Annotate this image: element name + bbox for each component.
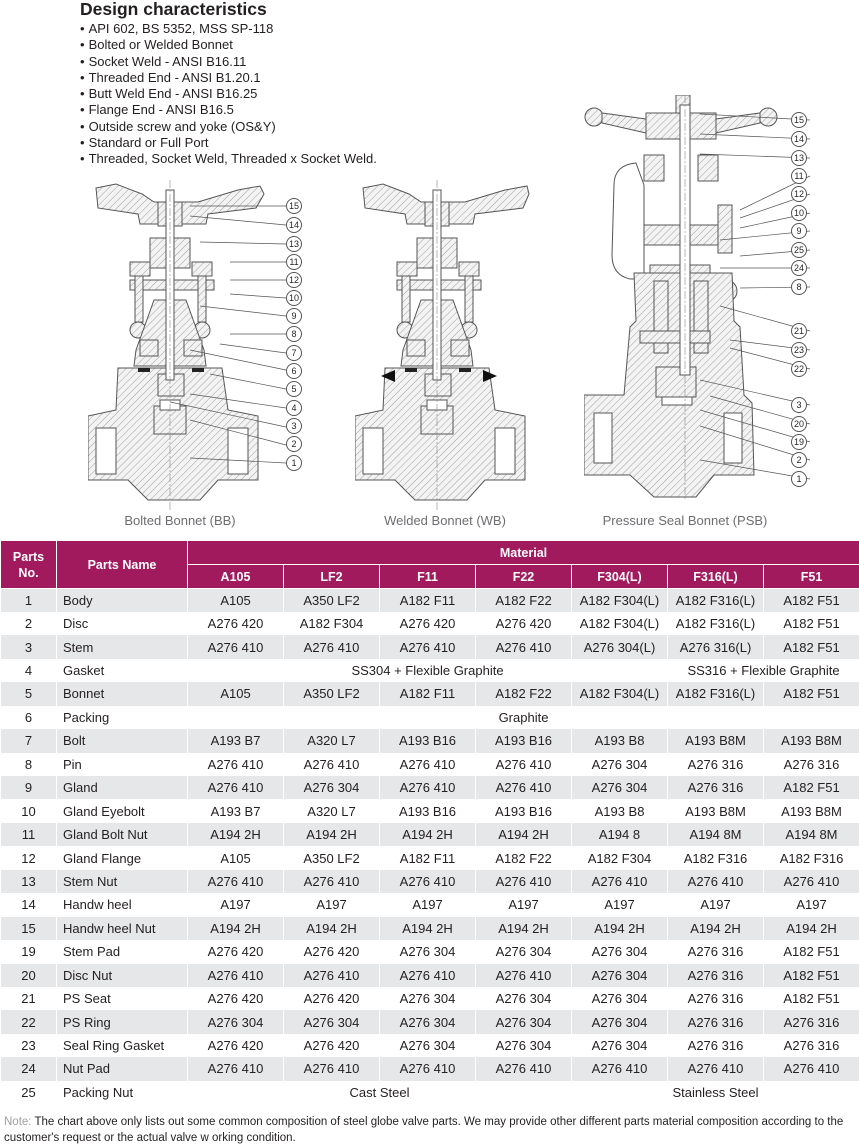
part-name: Seal Ring Gasket (57, 1034, 188, 1057)
part-number: 11 (1, 823, 57, 846)
part-name: Nut Pad (57, 1057, 188, 1080)
material-cell: A276 410 (668, 1057, 764, 1080)
table-row (1, 635, 859, 658)
material-cell: A194 2H (668, 917, 764, 940)
material-cell: A276 304 (476, 1034, 572, 1057)
callout-badge: 13 (286, 236, 302, 252)
material-cell: A193 B16 (380, 729, 476, 752)
table-row (1, 940, 859, 963)
material-cell: A197 (380, 893, 476, 916)
material-cell: A276 410 (380, 964, 476, 987)
material-cell: A276 410 (764, 1057, 859, 1080)
material-cell: A276 316 (668, 940, 764, 963)
material-cell: A194 8M (668, 823, 764, 846)
material-span-cell: Graphite (188, 706, 859, 729)
material-cell: A276 410 (380, 776, 476, 799)
bolted-callout-circles (286, 198, 306, 478)
part-number: 6 (1, 706, 57, 729)
material-cell: A276 316 (668, 1034, 764, 1057)
part-number: 23 (1, 1034, 57, 1057)
callout-badge: 12 (286, 272, 302, 288)
material-cell: A276 304 (572, 987, 668, 1010)
part-number: 19 (1, 940, 57, 963)
psb-callout-circles (791, 112, 811, 492)
callout-badge: 15 (791, 112, 807, 128)
callout-badge: 3 (286, 418, 302, 434)
material-cell: A193 B7 (188, 799, 284, 822)
material-cell: A182 F316 (668, 846, 764, 869)
materials-table (0, 540, 859, 1104)
material-cell: A276 410 (476, 870, 572, 893)
material-span-cell: SS316 + Flexible Graphite (668, 659, 859, 682)
table-row (1, 964, 859, 987)
part-name: Gland Bolt Nut (57, 823, 188, 846)
callout-badge: 2 (791, 452, 807, 468)
material-cell: A276 410 (476, 753, 572, 776)
material-cell: A276 420 (188, 987, 284, 1010)
footnote (4, 1114, 856, 1146)
material-cell: A276 420 (188, 1034, 284, 1057)
part-name: PS Ring (57, 1010, 188, 1033)
material-cell: A182 F51 (764, 940, 859, 963)
callout-badge: 22 (791, 361, 807, 377)
header-parts-no-line1: Parts (12, 549, 45, 564)
material-cell: A182 F11 (380, 846, 476, 869)
callout-badge: 2 (286, 436, 302, 452)
material-cell: A276 420 (380, 612, 476, 635)
part-number: 5 (1, 682, 57, 705)
material-cell: A194 2H (380, 823, 476, 846)
table-row (1, 612, 859, 635)
part-name: Bolt (57, 729, 188, 752)
material-cell: A276 304 (380, 940, 476, 963)
material-cell: A193 B7 (188, 729, 284, 752)
design-item: • Flange End - ANSI B16.5 (80, 102, 500, 118)
header-parts-name: Parts Name (57, 541, 188, 589)
material-cell: A182 F11 (380, 682, 476, 705)
material-cell: A276 304 (380, 1034, 476, 1057)
header-material-grade: F22 (476, 565, 572, 589)
material-cell: A197 (668, 893, 764, 916)
callout-badge: 8 (791, 279, 807, 295)
material-cell: A194 2H (572, 917, 668, 940)
material-cell: A276 410 (188, 776, 284, 799)
part-number: 25 (1, 1081, 57, 1104)
part-name: Disc Nut (57, 964, 188, 987)
material-cell: A182 F51 (764, 987, 859, 1010)
material-cell: A193 B8M (764, 799, 859, 822)
material-cell: A276 304 (188, 1010, 284, 1033)
part-name: Disc (57, 612, 188, 635)
callout-badge: 20 (791, 416, 807, 432)
material-cell: A194 2H (188, 917, 284, 940)
material-cell: A182 F304(L) (572, 682, 668, 705)
part-name: Bonnet (57, 682, 188, 705)
header-material-grade: F316(L) (668, 565, 764, 589)
table-row (1, 659, 859, 682)
material-cell: A276 410 (188, 635, 284, 658)
part-name: Gasket (57, 659, 188, 682)
design-item: • Threaded End - ANSI B1.20.1 (80, 70, 500, 86)
table-row (1, 706, 859, 729)
material-cell: A182 F51 (764, 776, 859, 799)
material-cell: A182 F316 (764, 846, 859, 869)
material-cell: A182 F51 (764, 635, 859, 658)
callout-badge: 25 (791, 242, 807, 258)
part-name: Stem Nut (57, 870, 188, 893)
part-number: 3 (1, 635, 57, 658)
material-cell: A193 B8M (764, 729, 859, 752)
material-cell: A182 F316(L) (668, 589, 764, 612)
material-cell: A182 F316(L) (668, 682, 764, 705)
part-name: Stem Pad (57, 940, 188, 963)
material-cell: A276 304 (572, 1034, 668, 1057)
material-cell: A193 B8M (668, 729, 764, 752)
material-cell: A276 304(L) (572, 635, 668, 658)
note-label: Note: (4, 1116, 32, 1128)
callout-badge: 7 (286, 345, 302, 361)
table-row (1, 987, 859, 1010)
callout-badge: 11 (791, 168, 807, 184)
part-number: 12 (1, 846, 57, 869)
material-cell: A194 2H (764, 917, 859, 940)
header-material-grade: LF2 (284, 565, 380, 589)
part-number: 1 (1, 589, 57, 612)
material-cell: A182 F51 (764, 612, 859, 635)
table-row (1, 1081, 859, 1104)
material-cell: A193 B8 (572, 729, 668, 752)
part-name: PS Seat (57, 987, 188, 1010)
table-row (1, 589, 859, 612)
material-cell: A182 F51 (764, 589, 859, 612)
callout-badge: 21 (791, 323, 807, 339)
material-cell: A105 (188, 589, 284, 612)
header-material-grade: F304(L) (572, 565, 668, 589)
header-parts-no (1, 541, 57, 589)
material-cell: A194 2H (284, 823, 380, 846)
table-row (1, 1010, 859, 1033)
material-span-cell: SS304 + Flexible Graphite (188, 659, 668, 682)
part-number: 10 (1, 799, 57, 822)
material-cell: A182 F22 (476, 682, 572, 705)
material-cell: A276 410 (764, 870, 859, 893)
table-row (1, 917, 859, 940)
part-number: 7 (1, 729, 57, 752)
table-row (1, 776, 859, 799)
material-cell: A182 F11 (380, 589, 476, 612)
callout-badge: 13 (791, 150, 807, 166)
design-item: • Butt Weld End - ANSI B16.25 (80, 86, 500, 102)
material-cell: A276 316 (764, 1010, 859, 1033)
callout-badge: 5 (286, 381, 302, 397)
material-cell: A194 2H (476, 823, 572, 846)
part-number: 15 (1, 917, 57, 940)
material-cell: A350 LF2 (284, 589, 380, 612)
material-cell: A276 420 (284, 940, 380, 963)
material-cell: A193 B16 (476, 729, 572, 752)
material-cell: A276 420 (188, 940, 284, 963)
material-cell: A276 410 (284, 753, 380, 776)
material-cell: A182 F304(L) (572, 612, 668, 635)
header-material: Material (188, 541, 859, 565)
design-item: • Standard or Full Port (80, 135, 500, 151)
material-cell: A350 LF2 (284, 682, 380, 705)
material-cell: A105 (188, 846, 284, 869)
table-row (1, 1057, 859, 1080)
callout-badge: 11 (286, 254, 302, 270)
material-cell: A276 304 (476, 1010, 572, 1033)
material-cell: A276 304 (476, 940, 572, 963)
material-cell: A182 F304(L) (572, 589, 668, 612)
table-row (1, 753, 859, 776)
material-cell: A276 410 (476, 964, 572, 987)
material-cell: A197 (764, 893, 859, 916)
callout-badge: 24 (791, 260, 807, 276)
material-cell: A276 410 (380, 753, 476, 776)
design-item: • Socket Weld - ANSI B16.11 (80, 54, 500, 70)
material-cell: A197 (284, 893, 380, 916)
part-number: 24 (1, 1057, 57, 1080)
callout-badge: 6 (286, 363, 302, 379)
callout-badge: 1 (791, 471, 807, 487)
material-cell: A320 L7 (284, 799, 380, 822)
part-name: Handw heel Nut (57, 917, 188, 940)
material-cell: A276 304 (380, 987, 476, 1010)
material-cell: A182 F51 (764, 964, 859, 987)
callout-badge: 10 (791, 205, 807, 221)
material-cell: A276 410 (668, 870, 764, 893)
callout-badge: 15 (286, 198, 302, 214)
material-cell: A276 316 (668, 753, 764, 776)
material-cell: A194 2H (476, 917, 572, 940)
material-cell: A276 420 (284, 987, 380, 1010)
part-name: Packing Nut (57, 1081, 188, 1104)
part-name: Pin (57, 753, 188, 776)
material-cell: A194 8 (572, 823, 668, 846)
material-cell: A276 420 (476, 612, 572, 635)
material-cell: A182 F22 (476, 846, 572, 869)
callout-badge: 14 (791, 131, 807, 147)
callout-badge: 10 (286, 290, 302, 306)
design-characteristics (80, 0, 500, 168)
material-cell: A276 316(L) (668, 635, 764, 658)
table-row (1, 1034, 859, 1057)
material-cell: A276 410 (572, 870, 668, 893)
material-cell: A276 410 (284, 870, 380, 893)
material-cell: A194 8M (764, 823, 859, 846)
material-cell: A276 410 (476, 635, 572, 658)
material-cell: A193 B16 (476, 799, 572, 822)
table-row (1, 893, 859, 916)
design-item: • API 602, BS 5352, MSS SP-118 (80, 21, 500, 37)
material-cell: A105 (188, 682, 284, 705)
part-name: Packing (57, 706, 188, 729)
material-cell: A276 304 (572, 1010, 668, 1033)
material-cell: A193 B8 (572, 799, 668, 822)
material-cell: A276 410 (284, 964, 380, 987)
material-cell: A197 (572, 893, 668, 916)
material-cell: A276 410 (188, 964, 284, 987)
table-row (1, 799, 859, 822)
material-cell: A276 316 (764, 753, 859, 776)
material-cell: A350 LF2 (284, 846, 380, 869)
material-cell: A193 B8M (668, 799, 764, 822)
material-cell: A276 316 (668, 964, 764, 987)
callout-badge: 9 (286, 308, 302, 324)
callout-badge: 23 (791, 342, 807, 358)
design-item: • Outside screw and yoke (OS&Y) (80, 119, 500, 135)
callout-badge: 14 (286, 217, 302, 233)
bolted-bonnet-caption: Bolted Bonnet (BB) (124, 513, 236, 528)
welded-bonnet-caption: Welded Bonnet (WB) (384, 513, 506, 528)
material-cell: A276 304 (572, 940, 668, 963)
material-cell: A182 F304 (284, 612, 380, 635)
material-cell: A276 410 (380, 1057, 476, 1080)
material-cell: A276 410 (380, 870, 476, 893)
material-cell: A276 316 (668, 776, 764, 799)
callout-badge: 4 (286, 400, 302, 416)
material-cell: A276 420 (188, 612, 284, 635)
material-span-cell: Stainless Steel (572, 1081, 859, 1104)
material-cell: A194 2H (284, 917, 380, 940)
part-number: 4 (1, 659, 57, 682)
material-cell: A276 316 (668, 987, 764, 1010)
part-number: 14 (1, 893, 57, 916)
material-cell: A276 410 (188, 1057, 284, 1080)
part-number: 21 (1, 987, 57, 1010)
material-cell: A182 F22 (476, 589, 572, 612)
table-row (1, 870, 859, 893)
callout-badge: 12 (791, 186, 807, 202)
part-number: 13 (1, 870, 57, 893)
material-cell: A276 316 (764, 1034, 859, 1057)
material-cell: A276 410 (284, 635, 380, 658)
material-cell: A276 410 (476, 776, 572, 799)
callout-badge: 19 (791, 434, 807, 450)
material-cell: A320 L7 (284, 729, 380, 752)
part-number: 22 (1, 1010, 57, 1033)
welded-bonnet-drawing (355, 180, 530, 510)
material-cell: A182 F304 (572, 846, 668, 869)
part-name: Handw heel (57, 893, 188, 916)
callout-badge: 9 (791, 223, 807, 239)
material-cell: A276 304 (476, 987, 572, 1010)
material-cell: A276 410 (476, 1057, 572, 1080)
material-cell: A276 304 (380, 1010, 476, 1033)
header-parts-no-line2: No. (18, 565, 39, 580)
table-row (1, 823, 859, 846)
material-cell: A276 410 (188, 753, 284, 776)
material-cell: A182 F51 (764, 682, 859, 705)
material-cell: A276 304 (572, 964, 668, 987)
header-material-grade: F11 (380, 565, 476, 589)
table-row (1, 682, 859, 705)
part-name: Body (57, 589, 188, 612)
design-title: Design characteristics (80, 0, 267, 19)
callout-badge: 8 (286, 326, 302, 342)
material-cell: A193 B16 (380, 799, 476, 822)
material-cell: A194 2H (380, 917, 476, 940)
material-cell: A197 (476, 893, 572, 916)
material-cell: A194 2H (188, 823, 284, 846)
table-row (1, 846, 859, 869)
material-cell: A197 (188, 893, 284, 916)
part-name: Gland Flange (57, 846, 188, 869)
material-cell: A276 410 (572, 1057, 668, 1080)
header-material-grade: A105 (188, 565, 284, 589)
material-cell: A276 304 (572, 776, 668, 799)
design-item: • Threaded, Socket Weld, Threaded x Socket Weld. (80, 151, 500, 167)
material-span-cell: Cast Steel (188, 1081, 572, 1104)
design-list (80, 21, 500, 168)
part-name: Gland (57, 776, 188, 799)
pressure-seal-bonnet-caption: Pressure Seal Bonnet (PSB) (602, 513, 768, 528)
material-cell: A276 304 (572, 753, 668, 776)
material-cell: A276 410 (380, 635, 476, 658)
note-text: The chart above only lists out some common composition of steel globe valve parts. We may provide other different parts material composition according to the customer's request or the actual valve w orking condition. (4, 1116, 844, 1144)
material-cell: A276 316 (668, 1010, 764, 1033)
part-number: 9 (1, 776, 57, 799)
part-number: 2 (1, 612, 57, 635)
callout-badge: 1 (286, 455, 302, 471)
material-cell: A182 F316(L) (668, 612, 764, 635)
design-item: • Bolted or Welded Bonnet (80, 37, 500, 53)
part-number: 8 (1, 753, 57, 776)
callout-badge: 3 (791, 397, 807, 413)
table-row (1, 729, 859, 752)
part-number: 20 (1, 964, 57, 987)
part-name: Stem (57, 635, 188, 658)
material-cell: A276 304 (284, 1010, 380, 1033)
material-cell: A276 410 (188, 870, 284, 893)
material-cell: A276 410 (284, 1057, 380, 1080)
part-name: Gland Eyebolt (57, 799, 188, 822)
header-material-grade: F51 (764, 565, 859, 589)
material-cell: A276 420 (284, 1034, 380, 1057)
material-cell: A276 304 (284, 776, 380, 799)
